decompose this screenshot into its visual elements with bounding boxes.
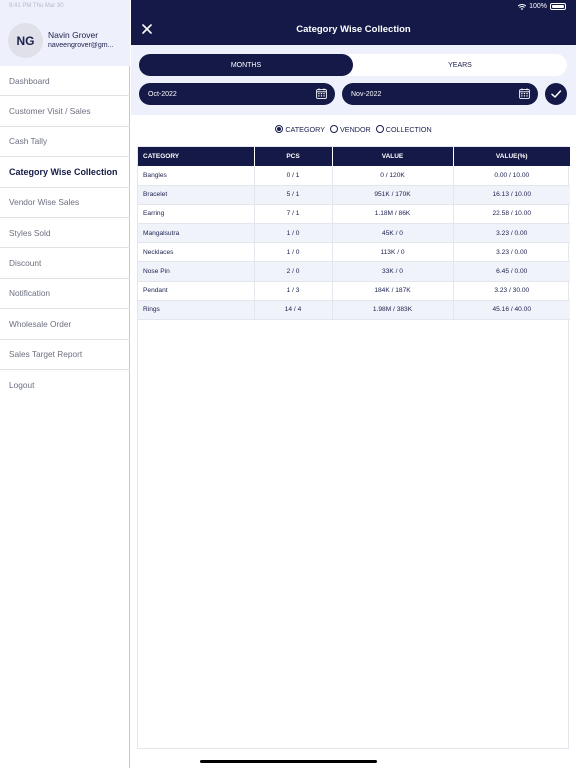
wifi-icon (518, 4, 526, 10)
cell-pcs: 0 / 1 (254, 166, 332, 185)
sidebar (0, 0, 130, 768)
table-row[interactable] (138, 204, 570, 223)
to-date-value: Nov-2022 (351, 90, 382, 98)
radio-selected-icon (275, 125, 283, 133)
tab-years[interactable]: YEARS (448, 61, 472, 69)
column-header-pcs: PCS (254, 147, 332, 166)
to-date-field[interactable] (342, 83, 538, 105)
sidebar-item-discount[interactable]: Discount (0, 248, 130, 278)
calendar-icon[interactable] (519, 88, 530, 99)
cell-pcs: 1 / 0 (254, 243, 332, 262)
collection-table (138, 147, 570, 320)
cell-value: 1.18M / 86K (332, 204, 453, 223)
column-header-category: CATEGORY (138, 147, 254, 166)
avatar[interactable]: NG (8, 23, 43, 58)
cell-pcs: 7 / 1 (254, 204, 332, 223)
battery-percent: 100% (529, 3, 547, 10)
cell-value-percent: 22.58 / 10.00 (492, 210, 531, 218)
sidebar-item-dashboard[interactable]: Dashboard (0, 66, 130, 96)
table-row[interactable] (138, 300, 570, 319)
cell-value: 33K / 0 (332, 262, 453, 281)
cell-category: Rings (138, 300, 254, 319)
cell-value-percent: 45.16 / 40.00 (492, 306, 531, 314)
cell-pcs: 1 / 0 (254, 224, 332, 243)
main-panel (131, 0, 576, 768)
table-row[interactable] (138, 281, 570, 300)
cell-category: Earring (138, 204, 254, 223)
column-header-value: VALUE (332, 147, 453, 166)
cell-pcs: 2 / 0 (254, 262, 332, 281)
home-indicator[interactable] (200, 760, 377, 763)
sidebar-item-customer-visit-sales[interactable]: Customer Visit / Sales (0, 96, 130, 126)
radio-category[interactable] (275, 125, 325, 134)
sidebar-item-styles-sold[interactable]: Styles Sold (0, 218, 130, 248)
cell-value: 45K / 0 (332, 224, 453, 243)
sidebar-menu (0, 66, 130, 400)
sidebar-item-cash-tally[interactable]: Cash Tally (0, 127, 130, 157)
cell-category: Nose Pin (138, 262, 254, 281)
cell-value-percent: 3.23 / 0.00 (496, 248, 528, 256)
status-indicators (518, 3, 566, 10)
cell-category: Pendant (138, 281, 254, 300)
cell-category: Bangles (138, 166, 254, 185)
page-title: Category Wise Collection (296, 24, 411, 35)
profile-header (0, 0, 130, 66)
from-date-value: Oct-2022 (148, 90, 177, 98)
radio-vendor[interactable] (330, 125, 371, 134)
cell-value: 951K / 170K (332, 185, 453, 204)
header-bar (131, 0, 576, 45)
user-email: naveengrover@gm... (48, 42, 114, 49)
table-row[interactable] (138, 262, 570, 281)
cell-value: 1.98M / 383K (332, 300, 453, 319)
status-time: 9:41 PM Thu Mar 30 (9, 3, 64, 9)
cell-value: 0 / 120K (332, 166, 453, 185)
calendar-icon[interactable] (316, 88, 327, 99)
table-row[interactable] (138, 243, 570, 262)
radio-vendor-label: VENDOR (339, 124, 371, 134)
apply-filter-button[interactable] (545, 83, 567, 105)
from-date-field[interactable] (139, 83, 335, 105)
radio-category-label: CATEGORY (285, 124, 325, 134)
radio-collection-label: COLLECTION (385, 124, 432, 134)
period-segmented-control (139, 54, 567, 76)
group-by-radio-group (131, 122, 576, 136)
sidebar-item-category-wise-collection[interactable]: Category Wise Collection (0, 157, 130, 187)
checkmark-icon (550, 88, 562, 100)
table-row[interactable] (138, 166, 570, 185)
tab-months[interactable]: MONTHS (139, 54, 353, 76)
filter-panel (131, 45, 576, 115)
cell-value-percent: 16.13 / 10.00 (492, 191, 531, 199)
radio-unselected-icon (376, 125, 384, 133)
sidebar-item-vendor-wise-sales[interactable]: Vendor Wise Sales (0, 188, 130, 218)
table-row[interactable] (138, 185, 570, 204)
cell-value-percent: 0.00 / 10.00 (494, 171, 530, 179)
column-header-value-percent: VALUE(%) (495, 153, 528, 160)
cell-pcs: 14 / 4 (254, 300, 332, 319)
cell-value-percent: 3.23 / 30.00 (494, 287, 530, 295)
sidebar-item-notification[interactable]: Notification (0, 279, 130, 309)
sidebar-item-wholesale-order[interactable]: Wholesale Order (0, 309, 130, 339)
cell-category: Bracelet (138, 185, 254, 204)
table-header-row (138, 147, 570, 166)
cell-value-percent: 3.23 / 0.00 (496, 229, 528, 237)
table-row[interactable] (138, 224, 570, 243)
cell-value-percent: 6.45 / 0.00 (496, 268, 528, 276)
collection-table-container (137, 146, 569, 749)
sidebar-item-logout[interactable]: Logout (9, 380, 35, 391)
cell-value: 184K / 187K (332, 281, 453, 300)
radio-collection[interactable] (376, 125, 432, 134)
battery-icon (550, 3, 566, 10)
user-name: Navin Grover (48, 30, 99, 40)
cell-pcs: 1 / 3 (254, 281, 332, 300)
cell-pcs: 5 / 1 (254, 185, 332, 204)
cell-value: 113K / 0 (332, 243, 453, 262)
radio-unselected-icon (330, 125, 338, 133)
cell-category: Necklaces (138, 243, 254, 262)
cell-category: Mangalsutra (138, 224, 254, 243)
sidebar-item-sales-target-report[interactable]: Sales Target Report (0, 340, 130, 370)
